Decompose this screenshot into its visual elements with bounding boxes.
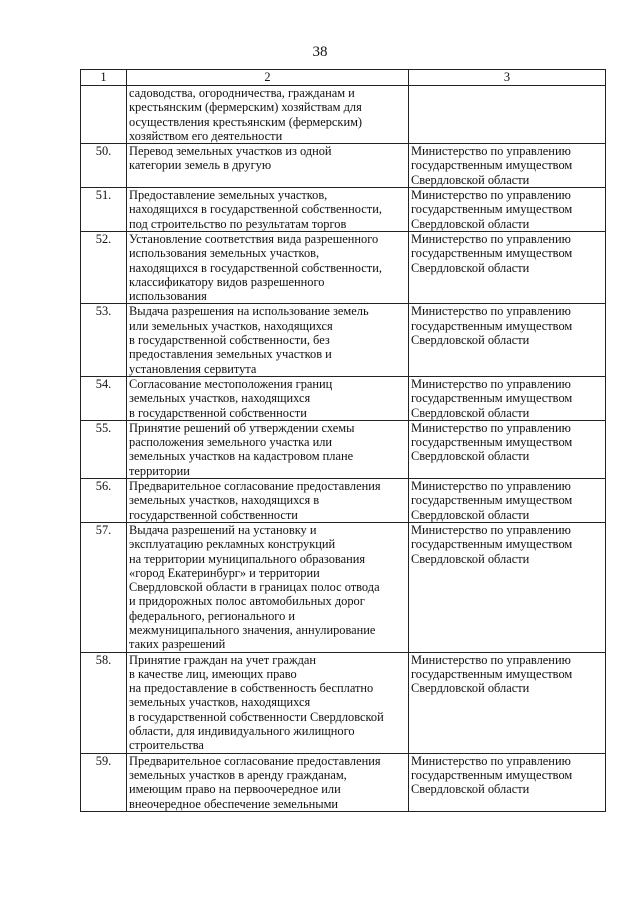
- responsible-authority: [409, 304, 606, 376]
- table-row: [81, 188, 606, 232]
- description-line: Предварительное согласование предоставления: [129, 479, 381, 494]
- authority-line: Министерство по управлению: [411, 753, 571, 768]
- row-number: 52.: [81, 231, 127, 303]
- description-line: Предварительное согласование предоставления: [129, 753, 381, 768]
- description-line: эксплуатацию рекламных конструкций: [129, 537, 336, 552]
- description-line: или земельных участков, находящихся: [129, 318, 333, 333]
- table-row: [81, 144, 606, 188]
- authority-line: государственным имуществом: [411, 435, 573, 450]
- table-header-row: [81, 70, 606, 86]
- authority-line: Министерство по управлению: [411, 188, 571, 203]
- column-header-authority: 3: [409, 70, 606, 86]
- description-line: и придорожных полос автомобильных дорог: [129, 594, 365, 609]
- authority-line: Министерство по управлению: [411, 652, 571, 667]
- description-line: категории земель в другую: [129, 158, 272, 173]
- row-number: 55.: [81, 420, 127, 478]
- authority-line: Свердловской области: [411, 260, 530, 275]
- authority-line: государственным имуществом: [411, 246, 573, 261]
- description-line: Установление соответствия вида разрешенного: [129, 231, 379, 246]
- description-line: крестьянским (фермерским) хозяйствам для: [129, 100, 362, 115]
- responsible-authority: [409, 376, 606, 420]
- description-line: «город Екатеринбург» и территории: [129, 565, 320, 580]
- description-line: государственной собственности: [129, 507, 298, 522]
- description-line: Предоставление земельных участков,: [129, 188, 328, 203]
- description-line: садоводства, огородничества, гражданам и: [129, 86, 355, 100]
- authority-line: Свердловской области: [411, 551, 530, 566]
- row-number: 53.: [81, 304, 127, 376]
- page-number: 38: [312, 44, 328, 60]
- authority-line: Свердловской области: [411, 681, 530, 696]
- description-line: находящихся в государственной собственности,: [129, 260, 382, 275]
- description-line: установления сервитута: [129, 361, 257, 376]
- description-line: федерального, регионального и: [129, 608, 295, 623]
- authority-line: Министерство по управлению: [411, 479, 571, 494]
- responsible-authority: [409, 652, 606, 753]
- authority-line: Свердловской области: [411, 333, 530, 348]
- table-row: [81, 420, 606, 478]
- description-line: внеочередное обеспечение земельными: [129, 796, 339, 811]
- authority-line: Министерство по управлению: [411, 420, 571, 435]
- description-line: имеющим право на первоочередное или: [129, 782, 341, 797]
- authority-line: государственным имуществом: [411, 493, 573, 508]
- table-row: [81, 376, 606, 420]
- description-line: в государственной собственности: [129, 405, 307, 420]
- authority-line: государственным имуществом: [411, 537, 573, 552]
- row-number: 58.: [81, 652, 127, 753]
- description-line: Принятие граждан на учет граждан: [129, 652, 317, 667]
- table-row: [81, 753, 606, 811]
- description-line: Выдача разрешения на использование земель: [129, 304, 369, 319]
- description-line: земельных участков в аренду гражданам,: [129, 767, 347, 782]
- table-row: [81, 86, 606, 144]
- service-description: [127, 522, 409, 652]
- description-line: земельных участков, находящихся: [129, 391, 311, 406]
- row-number: 51.: [81, 188, 127, 232]
- description-line: хозяйством его деятельности: [129, 128, 283, 143]
- authority-line: Министерство по управлению: [411, 522, 571, 537]
- description-line: осуществления крестьянским (фермерским): [129, 114, 363, 129]
- authority-line: Министерство по управлению: [411, 376, 571, 391]
- table-row: [81, 522, 606, 652]
- row-number: [81, 86, 127, 144]
- description-line: в качестве лиц, имеющих право: [129, 666, 297, 681]
- responsible-authority: [409, 753, 606, 811]
- description-line: территории: [129, 463, 190, 478]
- column-header-number: 1: [81, 70, 127, 86]
- description-line: использования земельных участков,: [129, 246, 320, 261]
- service-description: [127, 753, 409, 811]
- authority-line: Свердловской области: [411, 449, 530, 464]
- table-body: [81, 86, 606, 812]
- description-line: находящихся в государственной собственности,: [129, 202, 382, 217]
- column-header-service: 2: [127, 70, 409, 86]
- row-number: 50.: [81, 144, 127, 188]
- row-number: 59.: [81, 753, 127, 811]
- authority-line: государственным имуществом: [411, 391, 573, 406]
- authority-line: Свердловской области: [411, 216, 530, 231]
- description-line: Свердловской области в границах полос отвода: [129, 580, 380, 595]
- description-line: Перевод земельных участков из одной: [129, 144, 332, 159]
- responsible-authority: [409, 231, 606, 303]
- description-line: земельных участков, находящихся: [129, 695, 311, 710]
- description-line: использования: [129, 289, 207, 304]
- service-description: [127, 304, 409, 376]
- row-number: 57.: [81, 522, 127, 652]
- description-line: под строительство по результатам торгов: [129, 216, 347, 231]
- description-line: строительства: [129, 738, 204, 753]
- responsible-authority: [409, 420, 606, 478]
- authority-line: Министерство по управлению: [411, 144, 571, 159]
- description-line: Согласование местоположения границ: [129, 376, 333, 391]
- description-line: в государственной собственности, без: [129, 333, 330, 348]
- description-line: межмуниципального значения, аннулирование: [129, 622, 376, 637]
- authority-line: государственным имуществом: [411, 158, 573, 173]
- table-row: [81, 231, 606, 303]
- service-description: [127, 86, 409, 144]
- service-description: [127, 376, 409, 420]
- description-line: на предоставление в собственность бесплатно: [129, 681, 374, 696]
- description-line: предоставления земельных участков и: [129, 347, 332, 362]
- description-line: на территории муниципального образования: [129, 551, 366, 566]
- authority-line: Свердловской области: [411, 507, 530, 522]
- table-row: [81, 652, 606, 753]
- description-line: Принятие решений об утверждении схемы: [129, 420, 355, 435]
- responsible-authority: [409, 522, 606, 652]
- service-description: [127, 188, 409, 232]
- responsible-authority: [409, 188, 606, 232]
- authority-line: государственным имуществом: [411, 318, 573, 333]
- authority-line: государственным имуществом: [411, 202, 573, 217]
- service-description: [127, 144, 409, 188]
- responsible-authority: [409, 144, 606, 188]
- authority-line: государственным имуществом: [411, 767, 573, 782]
- service-description: [127, 231, 409, 303]
- description-line: в государственной собственности Свердловской: [129, 709, 384, 724]
- authority-line: Министерство по управлению: [411, 231, 571, 246]
- table-row: [81, 479, 606, 523]
- authority-line: Министерство по управлению: [411, 304, 571, 319]
- description-line: таких разрешений: [129, 637, 226, 652]
- description-line: земельных участков, находящихся в: [129, 493, 320, 508]
- service-description: [127, 479, 409, 523]
- description-line: расположения земельного участка или: [129, 435, 333, 450]
- responsible-authority: [409, 479, 606, 523]
- description-line: земельных участков на кадастровом плане: [129, 449, 354, 464]
- authority-line: государственным имуществом: [411, 666, 573, 681]
- service-description: [127, 652, 409, 753]
- description-line: Выдача разрешений на установку и: [129, 522, 317, 537]
- row-number: 54.: [81, 376, 127, 420]
- service-description: [127, 420, 409, 478]
- responsible-authority: [409, 86, 606, 144]
- services-table: [80, 69, 606, 812]
- row-number: 56.: [81, 479, 127, 523]
- authority-line: Свердловской области: [411, 782, 530, 797]
- authority-line: Свердловской области: [411, 172, 530, 187]
- table-row: [81, 304, 606, 376]
- description-line: области, для индивидуального жилищного: [129, 724, 355, 739]
- description-line: классификатору видов разрешенного: [129, 274, 325, 289]
- authority-line: Свердловской области: [411, 405, 530, 420]
